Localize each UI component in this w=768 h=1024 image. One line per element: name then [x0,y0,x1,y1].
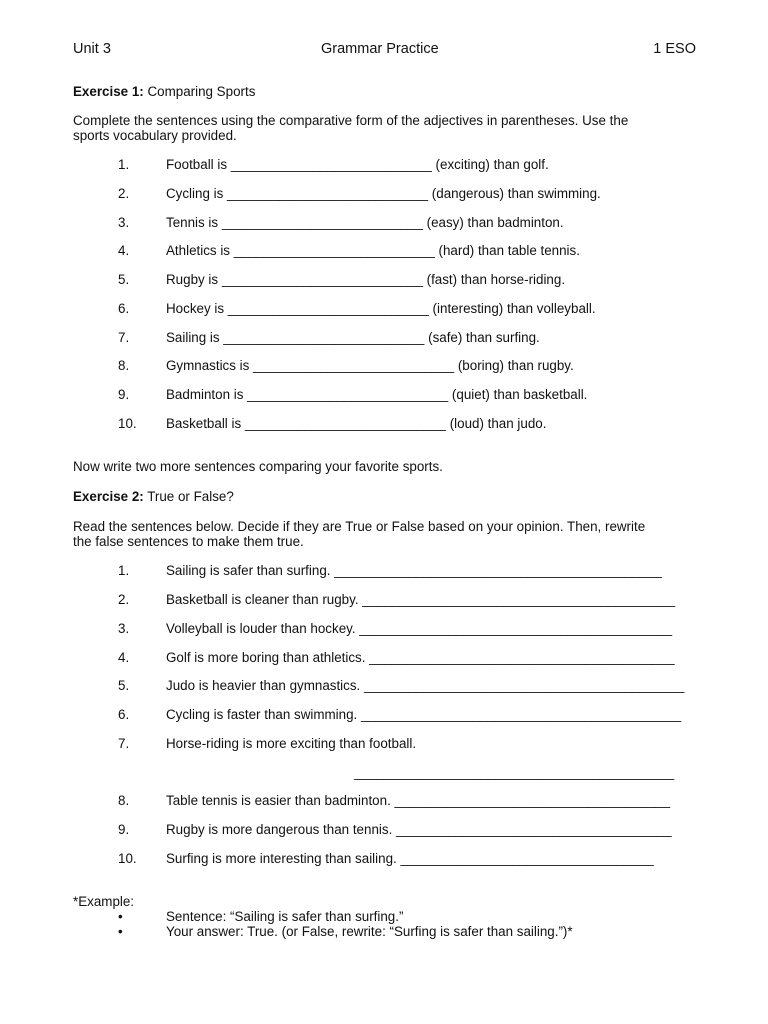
item-text: Rugby is more dangerous than tennis. _____________________________________ [166,822,672,837]
exercise2-label: Exercise 2: [73,489,144,504]
item-number: 7. [118,330,130,345]
item-number: 3. [118,215,130,230]
item-number: 9. [118,387,130,402]
item-text: Rugby is ___________________________ (fast) than horse-riding. [166,272,566,287]
item-number: 8. [118,793,130,808]
item-number: 1. [118,157,130,172]
page-title: Grammar Practice [321,41,439,57]
exercise1-heading [73,84,698,99]
item-number: 3. [118,621,130,636]
exercise2-title: True or False? [147,489,234,504]
item-text: Gymnastics is ___________________________ (boring) than rugby. [166,358,574,373]
item-text: Golf is more boring than athletics. _________________________________________ [166,650,675,665]
bullet-icon: • [118,924,123,939]
item-text: Basketball is ___________________________ (loud) than judo. [166,416,547,431]
item-number: 2. [118,186,130,201]
item-text: Cycling is ___________________________ (dangerous) than swimming. [166,186,601,201]
item-number: 4. [118,650,130,665]
item-number: 10. [118,851,137,866]
level-label: 1 ESO [653,41,696,57]
item-text: Cycling is faster than swimming. ___________________________________________ [166,707,682,722]
item-number: 9. [118,822,130,837]
item-number: 7. [118,736,130,751]
item-number: 1. [118,563,130,578]
item-number: 5. [118,272,130,287]
item-number: 5. [118,678,130,693]
unit-label: Unit 3 [73,41,111,57]
example-line1: Sentence: “Sailing is safer than surfing.” [166,909,404,924]
exercise2-instructions-line2: the false sentences to make them true. [73,534,304,549]
item-text: Judo is heavier than gymnastics. ___________________________________________ [166,678,685,693]
item-text: Surfing is more interesting than sailing. __________________________________ [166,851,654,866]
item-text: Hockey is ___________________________ (interesting) than volleyball. [166,301,596,316]
item-text: Badminton is ___________________________ (quiet) than basketball. [166,387,588,402]
exercise2-instructions-line1: Read the sentences below. Decide if they are True or False based on your opinion. Then, rewrite [73,519,646,534]
item-number: 4. [118,243,130,258]
answer-line: ___________________________________________ [354,765,675,780]
item-text: Volleyball is louder than hockey. __________________________________________ [166,621,673,636]
item-number: 10. [118,416,137,431]
item-number: 2. [118,592,130,607]
item-text: Horse-riding is more exciting than football. [166,736,417,751]
item-text: Table tennis is easier than badminton. _____________________________________ [166,793,671,808]
exercise1-label: Exercise 1: [73,84,144,99]
exercise2-instructions [73,519,698,549]
example-line2: Your answer: True. (or False, rewrite: “Surfing is safer than sailing.”)* [166,924,573,939]
exercise1-instructions-line1: Complete the sentences using the comparative form of the adjectives in parentheses. Use the [73,113,629,128]
example-heading: *Example: [73,894,135,909]
exercise2-heading [73,489,698,504]
exercise1-instructions [73,113,698,143]
item-text: Sailing is ___________________________ (safe) than surfing. [166,330,540,345]
exercise1-instructions-line2: sports vocabulary provided. [73,128,237,143]
item-text: Tennis is ___________________________ (easy) than badminton. [166,215,564,230]
bullet-icon: • [118,909,123,924]
exercise1-followup: Now write two more sentences comparing your favorite sports. [73,459,443,474]
item-text: Sailing is safer than surfing. ____________________________________________ [166,563,662,578]
item-text: Athletics is ___________________________ (hard) than table tennis. [166,243,580,258]
exercise1-title: Comparing Sports [147,84,256,99]
item-number: 6. [118,707,130,722]
item-text: Football is ___________________________ (exciting) than golf. [166,157,549,172]
item-number: 8. [118,358,130,373]
page-header [73,42,696,60]
item-text: Basketball is cleaner than rugby. __________________________________________ [166,592,676,607]
item-number: 6. [118,301,130,316]
